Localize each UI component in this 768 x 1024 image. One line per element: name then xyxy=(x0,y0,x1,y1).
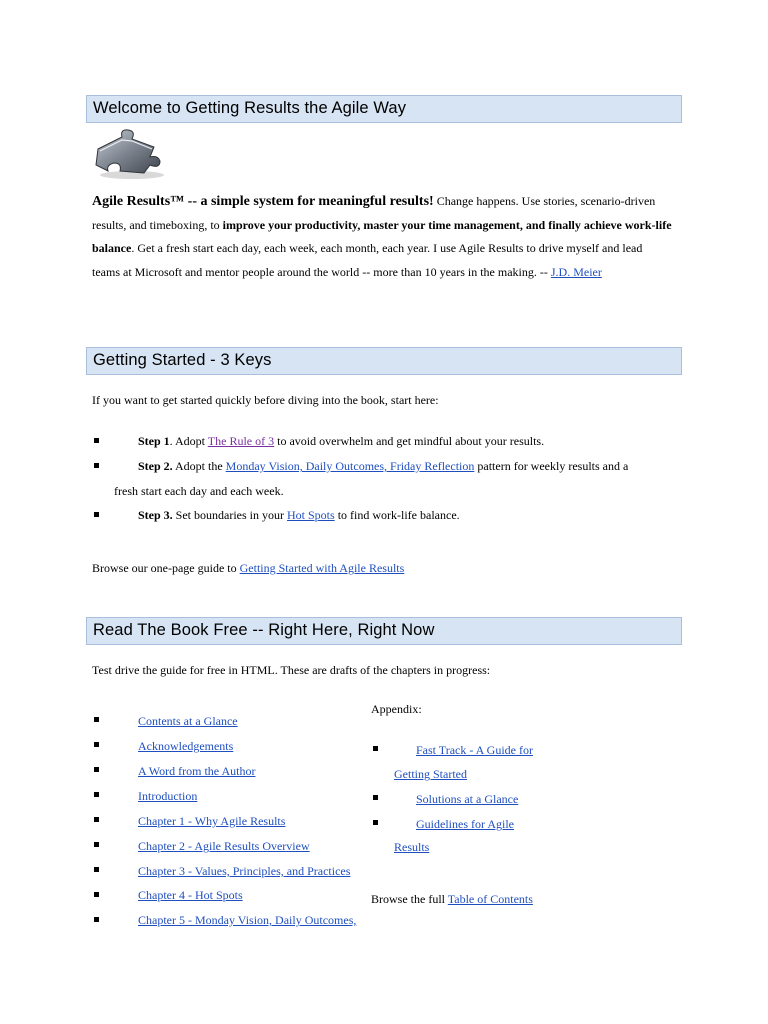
appendix-label: Appendix: xyxy=(371,702,422,716)
step-2: Step 2. Adopt the Monday Vision, Daily Outcomes, Friday Reflection pattern for weekly results and a xyxy=(138,459,629,473)
bullet-icon xyxy=(94,767,99,772)
chapter-link[interactable]: Chapter 5 - Monday Vision, Daily Outcomes, xyxy=(138,913,357,927)
read-book-intro: Test drive the guide for free in HTML. These are drafts of the chapters in progress: xyxy=(92,663,491,677)
step-2-continuation: fresh start each day and each week. xyxy=(114,484,284,498)
rule-of-3-link[interactable]: The Rule of 3 xyxy=(207,434,275,448)
chapter-link[interactable]: Chapter 2 - Agile Results Overview xyxy=(138,839,310,853)
step-1: Step 1. Adopt The Rule of 3 to avoid overwhelm and get mindful about your results. xyxy=(138,434,545,448)
chapter-link[interactable]: Introduction xyxy=(138,789,198,803)
chapter-link[interactable]: Chapter 3 - Values, Principles, and Practices xyxy=(138,864,351,878)
section-header-welcome xyxy=(86,95,682,123)
step-3: Step 3. Set boundaries in your Hot Spots to find work-life balance. xyxy=(138,508,460,522)
section-title-welcome: Welcome to Getting Results the Agile Way xyxy=(93,99,407,117)
appendix-link[interactable]: Solutions at a Glance xyxy=(416,792,519,806)
bullet-icon xyxy=(94,842,99,847)
appendix-link-continuation[interactable]: Results xyxy=(394,840,430,854)
bullet-icon xyxy=(94,817,99,822)
bullet-icon xyxy=(373,746,378,751)
getting-started-browse: Browse our one-page guide to Getting Started with Agile Results xyxy=(92,561,405,575)
chapter-link[interactable]: A Word from the Author xyxy=(138,764,256,778)
getting-started-guide-link[interactable]: Getting Started with Agile Results xyxy=(239,561,405,575)
bullet-icon xyxy=(94,792,99,797)
section-header-getting-started xyxy=(86,347,682,375)
intro-bold: improve your productivity, master your time management, and finally achieve work-life balance xyxy=(92,217,672,255)
bullet-icon xyxy=(94,742,99,747)
bullet-icon xyxy=(94,892,99,897)
bullet-icon xyxy=(94,917,99,922)
section-title-read-book: Read The Book Free -- Right Here, Right Now xyxy=(93,621,435,639)
section-title-getting-started: Getting Started - 3 Keys xyxy=(93,351,272,369)
intro-paragraph xyxy=(92,190,672,284)
weekly-pattern-link[interactable]: Monday Vision, Daily Outcomes, Friday Reflection xyxy=(225,459,475,473)
chapter-link[interactable]: Acknowledgements xyxy=(138,739,234,753)
bullet-icon xyxy=(373,795,378,800)
bullet-icon xyxy=(94,438,99,443)
hot-spots-link[interactable]: Hot Spots xyxy=(287,508,335,522)
toc-browse: Browse the full Table of Contents xyxy=(371,892,533,906)
appendix-link[interactable]: Fast Track - A Guide for xyxy=(416,743,533,757)
getting-started-intro: If you want to get started quickly before diving into the book, start here: xyxy=(92,393,439,407)
appendix-link[interactable]: Guidelines for Agile xyxy=(416,817,514,831)
bullet-icon xyxy=(94,717,99,722)
chapter-link[interactable]: Chapter 1 - Why Agile Results xyxy=(138,814,286,828)
puzzle-piece-image xyxy=(92,127,170,181)
intro-text-1: Change happens. Use stories, scenario-driven results, and timeboxing, to xyxy=(92,194,656,232)
bullet-icon xyxy=(373,820,378,825)
appendix-link-continuation[interactable]: Getting Started xyxy=(394,767,467,781)
bullet-icon xyxy=(94,512,99,517)
bullet-icon xyxy=(94,867,99,872)
author-link[interactable]: J.D. Meier xyxy=(550,264,602,279)
chapter-link[interactable]: Chapter 4 - Hot Spots xyxy=(138,888,243,902)
chapter-link[interactable]: Contents at a Glance xyxy=(138,714,238,728)
table-of-contents-link[interactable]: Table of Contents xyxy=(447,892,533,906)
section-header-read-book xyxy=(86,617,682,645)
intro-text-2: . Get a fresh start each day, each week, each month, each year. I use Agile Results to drive myself and lead teams at Microsoft and mentor people around the world -- more than 10 years in the making. -- xyxy=(92,241,643,279)
bullet-icon xyxy=(94,463,99,468)
intro-lead: Agile Results™ -- a simple system for meaningful results! xyxy=(92,194,434,209)
